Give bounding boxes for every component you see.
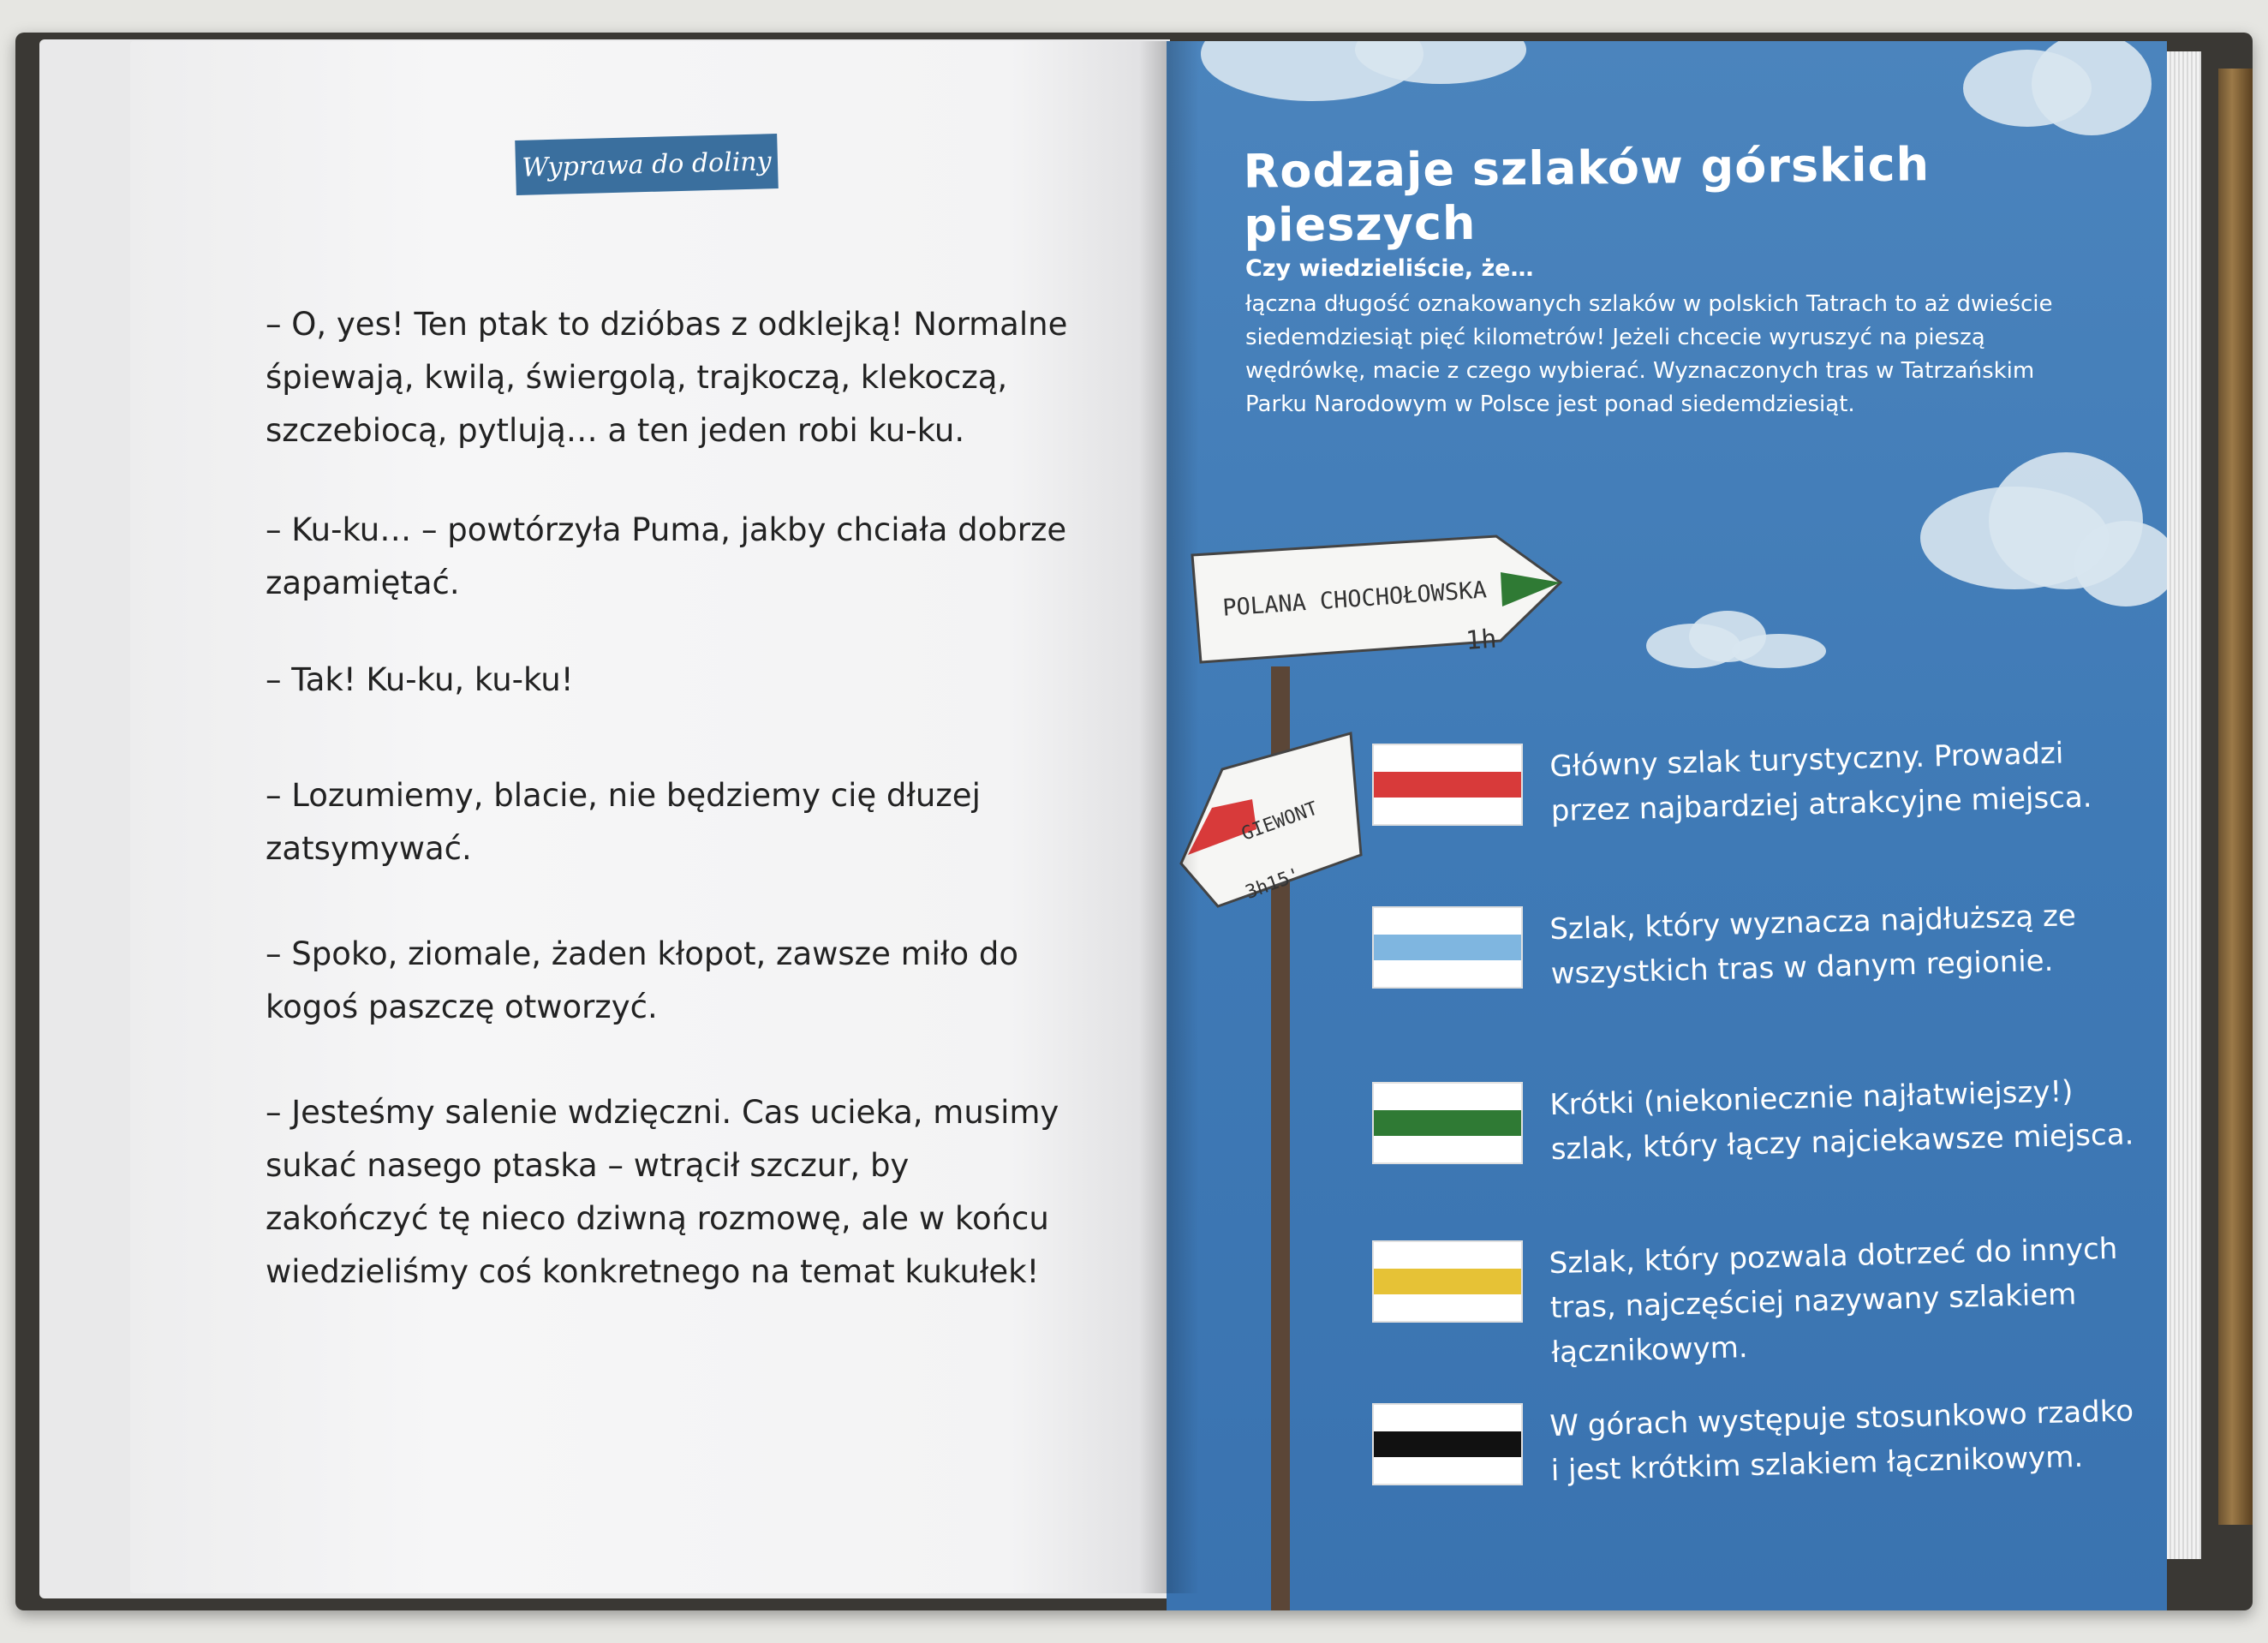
sign2-name: GIEWONT — [1238, 798, 1322, 845]
paragraph-text: – Lozumiemy, blacie, nie będziemy cię dłuzej zatsymywać. — [266, 777, 981, 867]
trail-item-green — [1372, 1074, 2167, 1176]
trail-stripe — [1374, 935, 1521, 960]
paragraph-5 — [266, 928, 1071, 1034]
trail-description: Szlak, który pozwala dotrzeć do innych tras, najczęściej nazywany szlakiem łącznikowym. — [1549, 1231, 2118, 1371]
trail-flag — [1372, 906, 1523, 989]
sign2-time: 3h15' — [1243, 863, 1304, 905]
right-page — [1167, 41, 2167, 1610]
cloud-illustration — [2074, 521, 2167, 606]
signpost-sign-chocholowska — [1184, 521, 1578, 684]
trail-item-blue — [1372, 899, 2167, 1001]
paragraph-text: – Spoko, ziomale, żaden kłopot, zawsze miło do kogoś paszczę otworzyć. — [266, 935, 1018, 1025]
trail-item-black — [1372, 1394, 2167, 1497]
trail-description: W górach występuje stosunkowo rzadko i jest krótkim szlakiem łącznikowym. — [1549, 1394, 2134, 1489]
chapter-tag-label: Wyprawa do doliny — [521, 146, 773, 183]
sign1-time: 1h — [1465, 624, 1498, 656]
trail-flag — [1372, 1240, 1523, 1323]
trail-stripe — [1374, 1431, 1521, 1457]
paragraph-4 — [266, 769, 1071, 875]
paragraph-2 — [266, 504, 1071, 610]
chapter-tag — [515, 134, 779, 195]
book-cover-edge — [2218, 69, 2253, 1525]
fact-lead: Czy wiedzieliście, że… — [1245, 255, 1534, 282]
paragraph-text: – O, yes! Ten ptak to dzióbas z odklejką! Normalne śpiewają, kwilą, świergolą, trajkoczą, klekoczą, szczebiocą, pytlują… a ten jeden robi ku-ku. — [266, 306, 1068, 449]
page-title: Rodzaje szlaków górskich pieszych — [1243, 137, 1931, 253]
trail-stripe — [1374, 1269, 1521, 1294]
sign1-name: POLANA CHOCHOŁOWSKA — [1221, 577, 1488, 622]
trail-description: Główny szlak turystyczny. Prowadzi przez najbardziej atrakcyjne miejsca. — [1549, 736, 2092, 829]
trail-description: Krótki (niekoniecznie najłatwiejszy!) szlak, który łączy najciekawsze miejsca. — [1549, 1074, 2134, 1168]
paragraph-3 — [266, 654, 1071, 707]
paragraph-text: – Ku-ku… – powtórzyła Puma, jakby chciała dobrze zapamiętać. — [266, 511, 1067, 601]
signpost-sign-giewont — [1171, 726, 1368, 932]
trail-flag — [1372, 1082, 1523, 1164]
trail-flag — [1372, 1403, 1523, 1485]
paragraph-1 — [266, 298, 1071, 457]
trail-description: Szlak, który wyznacza najdłuższą ze wszystkich tras w danym regionie. — [1549, 899, 2077, 992]
paragraph-text: – Jesteśmy salenie wdzięczni. Cas ucieka, musimy sukać nasego ptaska – wtrącił szczur, by zakończyć tę nieco dziwną rozmowę, ale w końcu wiedzieliśmy coś konkretnego na temat kukułek! — [266, 1094, 1059, 1290]
cloud-illustration — [2032, 41, 2152, 135]
paragraph-text: – Tak! Ku-ku, ku-ku! — [266, 661, 574, 698]
cloud-illustration — [1732, 634, 1826, 668]
trail-item-yellow — [1372, 1231, 2167, 1371]
left-page — [130, 41, 1167, 1593]
book-gutter — [1139, 41, 1199, 1593]
trail-stripe — [1374, 1110, 1521, 1136]
fact-body: łączna długość oznakowanych szlaków w polskich Tatrach to aż dwieście siedemdziesiąt pięć kilometrów! Jeżeli chcecie wyruszyć na pieszą wędrówkę, macie z czego wybierać. Wyznaczonych tras w Tatrzańskim Parku Narodowym w Polsce jest ponad siedemdziesiąt. — [1245, 291, 2053, 417]
trail-stripe — [1374, 772, 1521, 798]
trail-flag — [1372, 744, 1523, 826]
paragraph-6 — [266, 1086, 1071, 1299]
trail-item-red — [1372, 736, 2167, 838]
